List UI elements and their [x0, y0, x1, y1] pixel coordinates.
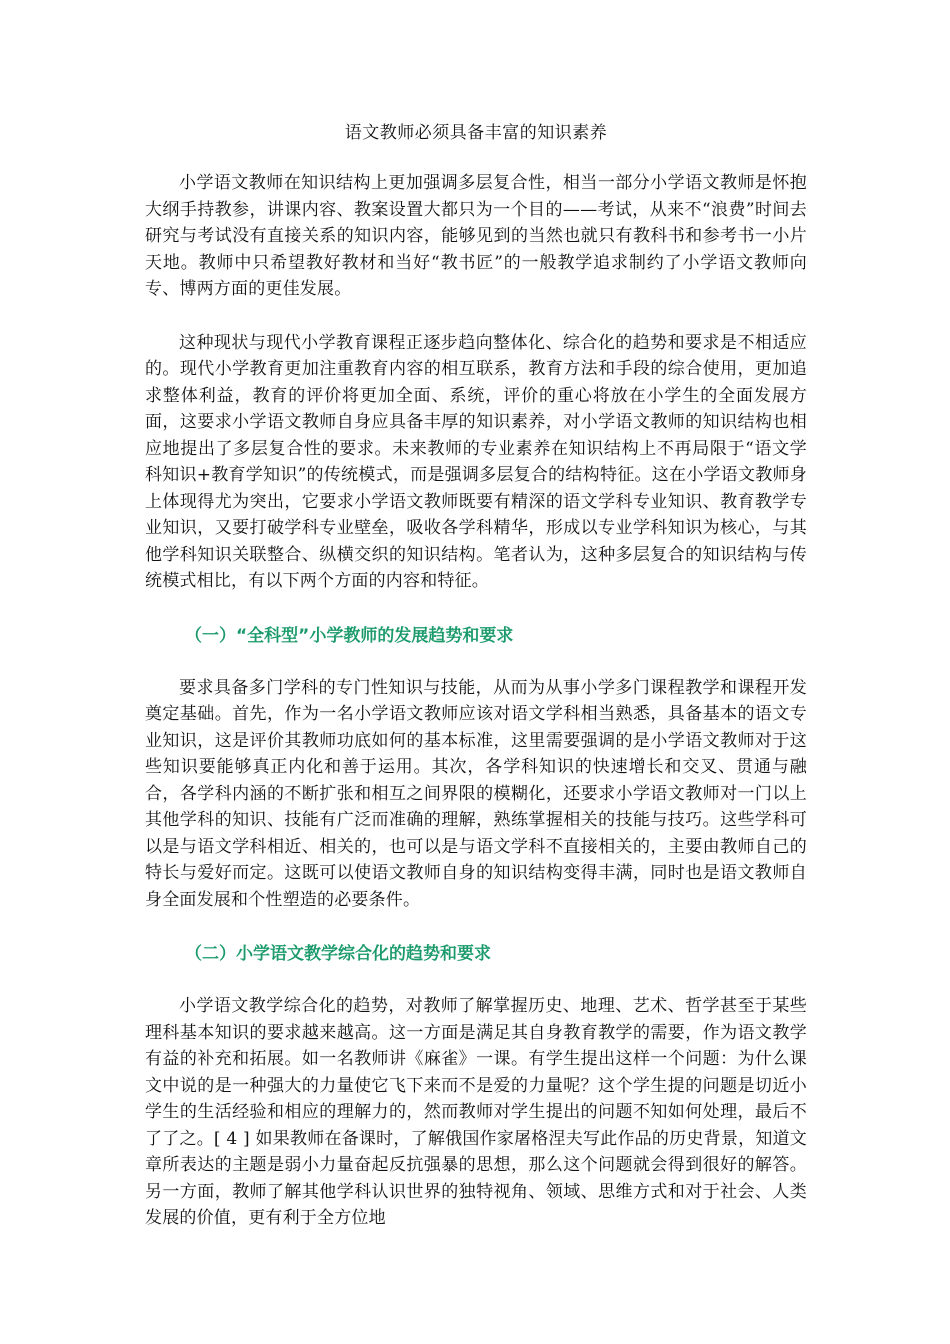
paragraph-1: 小学语文教师在知识结构上更加强调多层复合性，相当一部分小学语文教师是怀抱大纲手持教参，讲课内容、教案设置大都只为一个目的——考试，从来不“浪费”时间去研究与考试没有直接关系的知识内容，能够见到的当然也就只有教科书和参考书一小片天地。教师中只希望教好教材和当好“教书匠”的一般教学追求制约了小学语文教师向专、博两方面的更佳发展。 — [145, 173, 807, 299]
section-heading-1: （一）“全科型”小学教师的发展趋势和要求 — [185, 625, 514, 646]
section-1-paragraph: 要求具备多门学科的专门性知识与技能，从而为从事小学多门课程教学和课程开发奠定基础。首先，作为一名小学语文教师应该对语文学科相当熟悉，具备基本的语文专业知识，这是评价其教师功底如何的基本标准，这里需要强调的是小学语文教师对于这些知识要能够真正内化和善于运用。其次，各学科知识的快速增长和交叉、贯通与融合，各学科内涵的不断扩张和相互之间界限的模糊化，还要求小学语文教师对一门以上其他学科的知识、技能有广泛而准确的理解，熟练掌握相关的技能与技巧。这些学科可以是与语文学科相近、相关的，也可以是与语文学科不直接相关的，主要由教师自己的特长与爱好而定。这既可以使语文教师自身的知识结构变得丰满，同时也是语文教师自身全面发展和个性塑造的必要条件。 — [145, 677, 807, 910]
section-heading-2: （二）小学语文教学综合化的趋势和要求 — [185, 944, 491, 964]
paragraph-2: 这种现状与现代小学教育课程正逐步趋向整体化、综合化的趋势和要求是不相适应的。现代小学教育更加注重教育内容的相互联系，教育方法和手段的综合使用，更加追求整体利益，教育的评价将更加全面、系统，评价的重心将放在小学生的全面发展方面，这要求小学语文教师自身应具备丰厚的知识素养，对小学语文教师的知识结构也相应地提出了多层复合性的要求。未来教师的专业素养在知识结构上不再局限于“语文学科知识+教育学知识”的传统模式，而是强调多层复合的结构特征。这在小学语文教师身上体现得尤为突出，它要求小学语文教师既要有精深的语文学科专业知识、教育教学专业知识，又要打破学科专业壁垒，吸收各学科精华，形成以专业学科知识为核心，与其他学科知识关联整合、纵横交织的知识结构。笔者认为，这种多层复合的知识结构与传统模式相比，有以下两个方面的内容和特征。 — [145, 332, 807, 591]
document-page — [145, 118, 807, 1259]
section-2-paragraph: 小学语文教学综合化的趋势，对教师了解掌握历史、地理、艺术、哲学甚至于某些理科基本知识的要求越来越高。这一方面是满足其自身教育教学的需要，作为语文教学有益的补充和拓展。如一名教师讲《麻雀》一课。有学生提出这样一个问题：为什么课文中说的是一种强大的力量使它飞下来而不是爱的力量呢？这个学生提的问题是切近小学生的生活经验和相应的理解力的，然而教师对学生提出的问题不知如何处理，最后不了了之。[ 4 ] 如果教师在备课时，了解俄国作家屠格涅夫写此作品的历史背景，知道文章所表达的主题是弱小力量奋起反抗强暴的思想，那么这个问题就会得到很好的解答。另一方面，教师了解其他学科认识世界的独特视角、领域、思维方式和对于社会、人类发展的价值，更有利于全方位地 — [145, 996, 807, 1228]
document-title: 语文教师必须具备丰富的知识素养 — [344, 123, 608, 143]
